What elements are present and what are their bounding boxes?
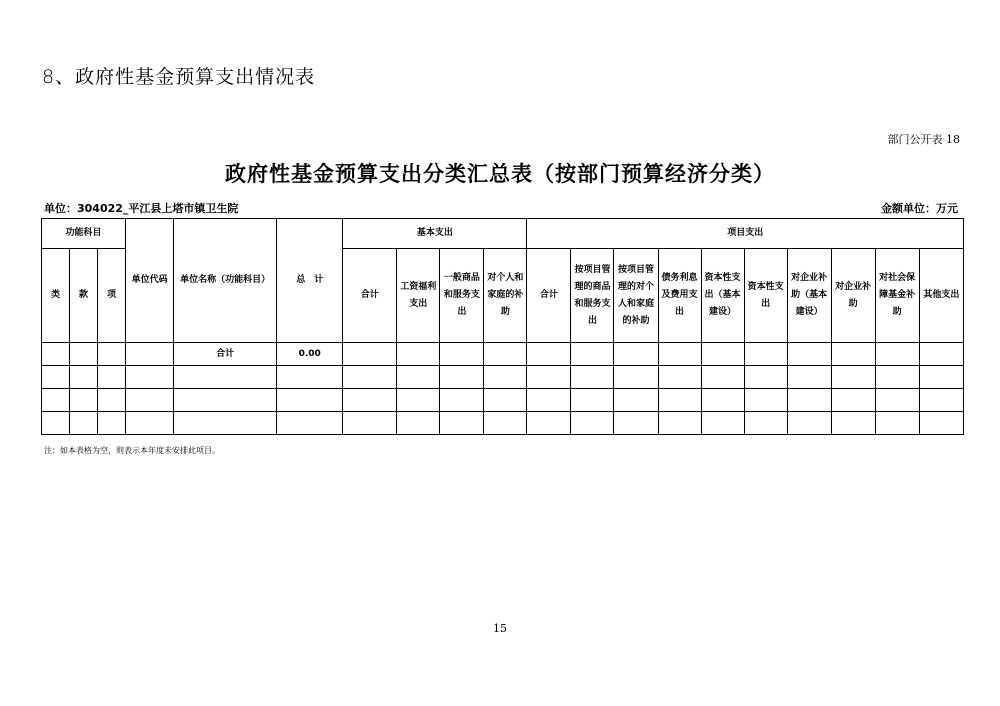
table-row: [42, 343, 964, 366]
unit-label: 单位：304022_平江县上塔市镇卫生院: [44, 202, 239, 215]
header-project-goods: 按项目管理的商品和服务支出: [571, 249, 614, 343]
row-name: 合计: [174, 343, 277, 366]
header-project-social-security: 对社会保障基金补助: [875, 249, 919, 343]
header-project-debt: 债务利息及费用支出: [658, 249, 701, 343]
header-project-subsidy: 按项目管理的对个人和家庭的补助: [614, 249, 658, 343]
header-func-subject: 功能科目: [42, 219, 126, 249]
header-project-capital: 资本性支出: [744, 249, 787, 343]
report-title: 政府性基金预算支出分类汇总表（按部门预算经济分类）: [225, 162, 775, 186]
header-unit-name: 单位名称（功能科目）: [174, 219, 277, 343]
header-unit-code: 单位代码: [126, 219, 174, 343]
expenditure-table: [41, 218, 964, 435]
header-project: 项目支出: [527, 219, 964, 249]
table-code: 部门公开表 18: [887, 133, 960, 146]
header-project-enterprise-construction: 对企业补助（基本建设）: [787, 249, 831, 343]
header-basic-goods: 一般商品和服务支出: [440, 249, 484, 343]
header-lei: 类: [42, 249, 70, 343]
header-project-enterprise: 对企业补助: [831, 249, 875, 343]
header-project-other: 其他支出: [919, 249, 963, 343]
row-total: 0.00: [277, 343, 343, 366]
table-row: [42, 412, 964, 435]
section-heading: 8、政府性基金预算支出情况表: [42, 66, 316, 88]
header-total: 总 计: [277, 219, 343, 343]
header-kuan: 款: [70, 249, 98, 343]
header-xiang: 项: [98, 249, 126, 343]
header-project-total: 合计: [527, 249, 571, 343]
header-basic-total: 合计: [343, 249, 397, 343]
footnote: 注：如本表格为空，则表示本年度未安排此项目。: [44, 446, 220, 455]
amount-unit-label: 金额单位：万元: [881, 202, 958, 215]
table-row: [42, 389, 964, 412]
header-basic-salary: 工资福利支出: [397, 249, 440, 343]
header-basic-subsidy: 对个人和家庭的补助: [484, 249, 527, 343]
header-project-capital-construction: 资本性支出（基本建设）: [701, 249, 744, 343]
table-row: [42, 366, 964, 389]
page-number: 15: [493, 622, 507, 635]
header-basic: 基本支出: [343, 219, 527, 249]
header-row-top: [42, 219, 964, 249]
